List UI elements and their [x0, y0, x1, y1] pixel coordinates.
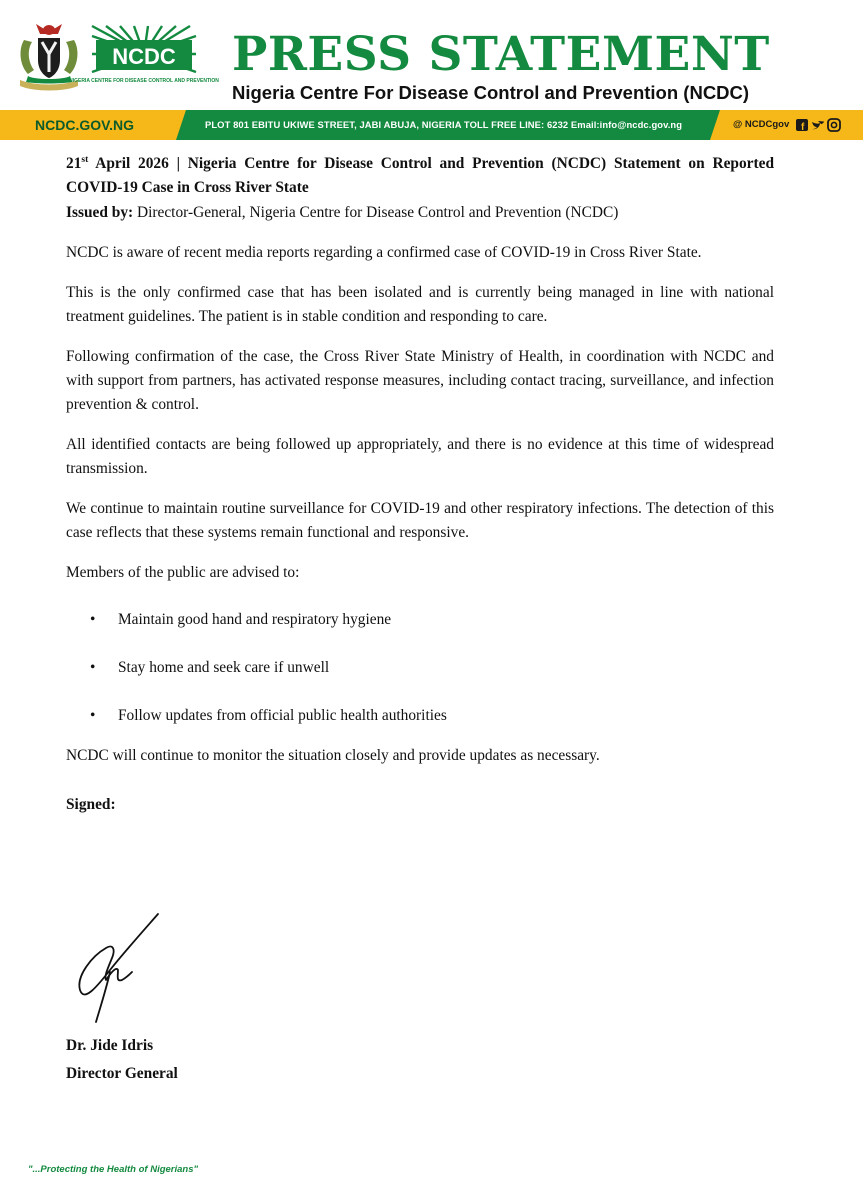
paragraph: All identified contacts are being followed up appropriately, and there is no evidence at this time of widespread transmission. — [66, 436, 774, 477]
statement-heading — [66, 152, 774, 200]
heading-text: April 2026 | Nigeria Centre for Disease Control and Prevention (NCDC) Statement on Reported COVID-19 Case in Cross River State — [66, 155, 774, 196]
footer-tagline: "...Protecting the Health of Nigerians" — [28, 1164, 199, 1175]
list-item: • Follow updates from official public health authorities — [66, 704, 774, 728]
statement-body — [66, 152, 774, 817]
facebook-icon[interactable] — [796, 119, 808, 133]
logo-small-text: NIGERIA CENTRE FOR DISEASE CONTROL AND PREVENTION — [69, 78, 219, 84]
twitter-icon[interactable] — [812, 121, 824, 129]
date-day: 21 — [66, 155, 82, 172]
signed-label: Signed: — [66, 796, 116, 813]
signature-icon — [66, 910, 166, 1030]
paragraph: Members of the public are advised to: — [66, 564, 300, 581]
signatory-title: Director General — [66, 1065, 178, 1082]
paragraph: This is the only confirmed case that has been isolated and is currently being managed in line with national treatment guidelines. The patient is in stable condition and responding to care. — [66, 284, 774, 325]
paragraph: NCDC is aware of recent media reports regarding a confirmed case of COVID-19 in Cross River State. — [66, 244, 702, 261]
paragraph: Following confirmation of the case, the Cross River State Ministry of Health, in coordination with NCDC and with support from partners, has activated response measures, including contact tracing, surveillance, and infection prevention & control. — [66, 348, 774, 413]
issued-by-line — [66, 201, 774, 225]
logo-text: NCDC — [112, 44, 176, 69]
issued-by-label: Issued by: — [66, 204, 134, 221]
advice-list — [66, 608, 774, 728]
signatory-name: Dr. Jide Idris — [66, 1037, 154, 1054]
list-item: • Stay home and seek care if unwell — [66, 656, 774, 680]
page-subtitle: Nigeria Centre For Disease Control and Prevention (NCDC) — [232, 82, 750, 103]
contact-bar — [0, 110, 863, 140]
closing-paragraph: NCDC will continue to monitor the situation closely and provide updates as necessary. — [66, 747, 600, 764]
issued-by-value: Director-General, Nigeria Centre for Disease Control and Prevention (NCDC) — [133, 204, 619, 221]
contact-address: PLOT 801 EBITU UKIWE STREET, JABI ABUJA, NIGERIA TOLL FREE LINE: 6232 Email:info@ncdc.gov.ng — [205, 119, 683, 130]
date-suffix: st — [81, 154, 89, 165]
list-item: • Maintain good hand and respiratory hygiene — [66, 608, 774, 632]
letterhead — [0, 0, 863, 108]
instagram-icon[interactable] — [828, 119, 840, 131]
website-link[interactable]: NCDC.GOV.NG — [35, 117, 135, 133]
paragraph: We continue to maintain routine surveillance for COVID-19 and other respiratory infections. The detection of this case reflects that these systems remain functional and responsive. — [66, 500, 774, 541]
svg-text:f: f — [801, 122, 805, 133]
social-handle[interactable]: @ NCDCgov — [733, 119, 790, 130]
ncdc-logo — [69, 26, 219, 100]
social-icons — [796, 118, 844, 132]
page-title: PRESS STATEMENT — [232, 27, 770, 82]
